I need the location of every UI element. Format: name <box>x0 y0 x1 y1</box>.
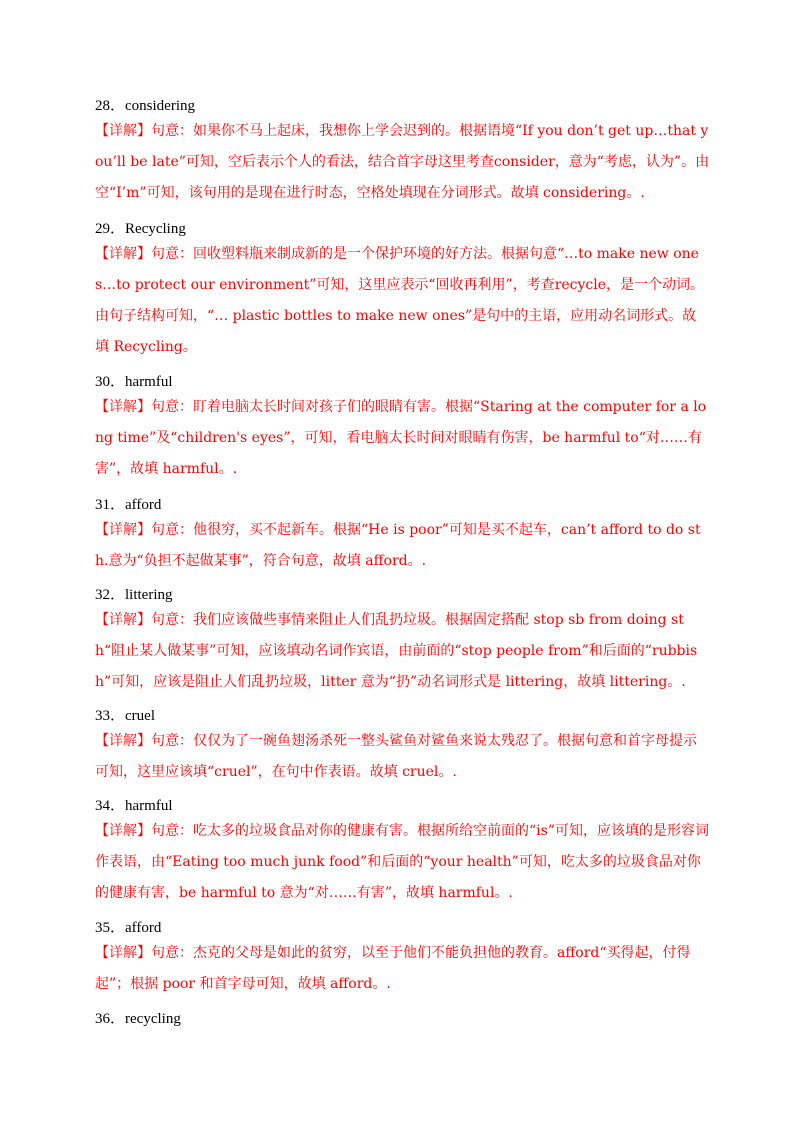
explanation <box>95 938 710 1000</box>
explanation <box>95 726 710 788</box>
answer-item <box>95 796 710 909</box>
answer-line <box>95 495 710 515</box>
answer-line <box>95 918 710 938</box>
answer-item <box>95 918 710 1000</box>
answer-line <box>95 96 710 116</box>
explanation <box>95 392 710 485</box>
question-number: 29． <box>95 221 126 237</box>
answer-item <box>95 706 710 788</box>
answer-line <box>95 706 710 726</box>
answer-word: afford <box>125 497 162 513</box>
question-number: 35． <box>95 920 126 936</box>
answer-word: recycling <box>125 1011 181 1027</box>
detail-tag: 【详解】 <box>95 246 151 262</box>
answer-line <box>95 1009 710 1029</box>
explanation-text: 句意：如果你不马上起床，我想你上学会迟到的。根据语境“If you don’t get up…that you’ll be late”可知，空后表示个人的看法，结合首字母这里考查consider，意为“考虑，认为”。由空“I’m”可知，该句用的是现在进行时态，空格处填现在分词形式。故填 considering。. <box>95 123 710 201</box>
explanation-text: 句意：吃太多的垃圾食品对你的健康有害。根据所给空前面的“is”可知，应该填的是形容词作表语，由“Eating too much junk food”和后面的“your health”可知，吃太多的垃圾食品对你的健康有害，be harmful to 意为“对……有害”，故填 harmful。. <box>95 823 709 901</box>
answer-item <box>95 585 710 698</box>
answer-line <box>95 219 710 239</box>
answer-item <box>95 96 710 209</box>
explanation-text: 句意：我们应该做些事情来阻止人们乱扔垃圾。根据固定搭配 stop sb from doing sth“阻止某人做某事”可知，应该填动名词作宾语，由前面的“stop people from”和后面的“rubbish”可知，应该是阻止人们乱扔垃圾，litter 意为“扔”动名词形式是 littering，故填 littering。. <box>95 612 698 690</box>
detail-tag: 【详解】 <box>95 945 151 961</box>
answer-line <box>95 796 710 816</box>
question-number: 28． <box>95 98 126 114</box>
question-number: 31． <box>95 497 126 513</box>
explanation <box>95 239 710 363</box>
detail-tag: 【详解】 <box>95 823 151 839</box>
detail-tag: 【详解】 <box>95 612 151 628</box>
answer-word: harmful <box>125 374 173 390</box>
detail-tag: 【详解】 <box>95 733 151 749</box>
explanation-text: 句意：盯着电脑太长时间对孩子们的眼睛有害。根据“Staring at the computer for a long time”及“children's eyes”，可知，看电脑太长时间对眼睛有伤害，be harmful to“对……有害”，故填 harmful。. <box>95 399 707 477</box>
explanation-text: 句意：杰克的父母是如此的贫穷，以至于他们不能负担他的教育。afford“买得起，付得起”；根据 poor 和首字母可知，故填 afford。. <box>95 945 691 992</box>
question-number: 33． <box>95 708 126 724</box>
explanation <box>95 116 710 209</box>
answer-word: harmful <box>125 798 173 814</box>
answer-item <box>95 219 710 363</box>
answer-word: afford <box>125 920 162 936</box>
explanation-text: 句意：他很穷，买不起新车。根据“He is poor”可知是买不起车，can’t afford to do sth.意为“负担不起做某事”，符合句意，故填 afford。. <box>95 522 701 569</box>
explanation <box>95 816 710 909</box>
answer-word: littering <box>125 587 173 603</box>
explanation-text: 句意：回收塑料瓶来制成新的是一个保护环境的好方法。根据句意“…to make new ones…to protect our environment”可知，这里应表示“回收再利用”，考查recycle，是一个动词。由句子结构可知，“… plastic bottles to make new ones”是句中的主语，应用动名词形式。故填 Recycling。 <box>95 246 705 355</box>
answer-word: considering <box>125 98 195 114</box>
explanation <box>95 605 710 698</box>
answer-word: Recycling <box>125 221 186 237</box>
answer-item <box>95 495 710 577</box>
detail-tag: 【详解】 <box>95 123 151 139</box>
answer-item <box>95 372 710 485</box>
explanation-text: 句意：仅仅为了一碗鱼翅汤杀死一整头鲨鱼对鲨鱼来说太残忍了。根据句意和首字母提示可知，这里应该填“cruel”，在句中作表语。故填 cruel。. <box>95 733 697 780</box>
answer-line <box>95 372 710 392</box>
detail-tag: 【详解】 <box>95 399 151 415</box>
question-number: 36． <box>95 1011 126 1027</box>
detail-tag: 【详解】 <box>95 522 151 538</box>
answer-word: cruel <box>125 708 155 724</box>
answer-item <box>95 1009 710 1029</box>
question-number: 30． <box>95 374 126 390</box>
question-number: 34． <box>95 798 126 814</box>
explanation <box>95 515 710 577</box>
answer-line <box>95 585 710 605</box>
question-number: 32． <box>95 587 126 603</box>
